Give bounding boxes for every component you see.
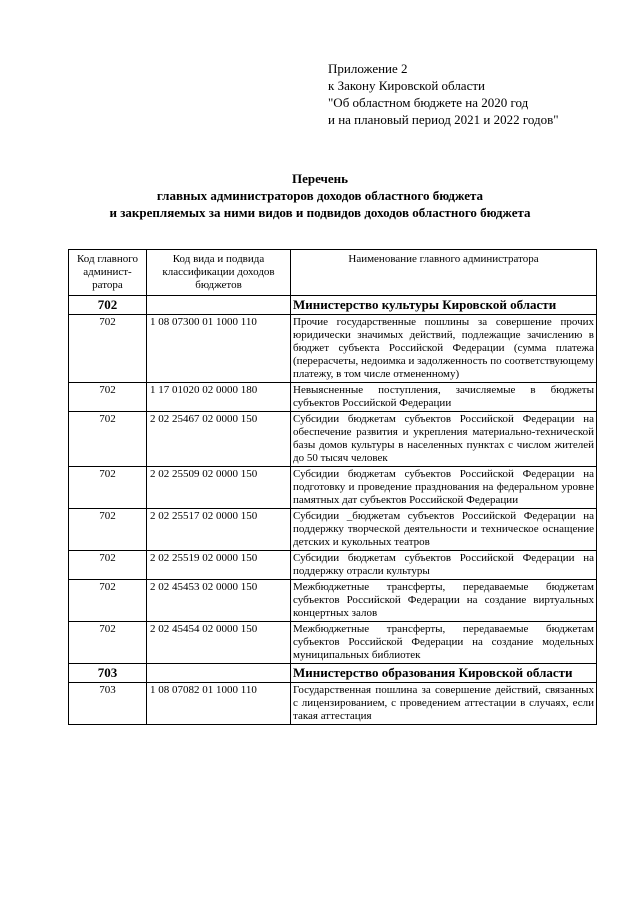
cell-name: Министерство образования Кировской области <box>291 664 597 683</box>
cell-admin-code: 702 <box>69 383 147 412</box>
table-row <box>69 622 597 664</box>
administrators-table <box>68 249 597 725</box>
cell-admin-code: 702 <box>69 412 147 467</box>
table-row <box>69 383 597 412</box>
table-row <box>69 580 597 622</box>
table-row <box>69 551 597 580</box>
appendix-line: к Закону Кировской области <box>328 78 485 93</box>
header-income-code: Код вида и подвида классификации доходов бюджетов <box>147 250 291 296</box>
cell-income-code: 2 02 25467 02 0000 150 <box>147 412 291 467</box>
title-line: главных администраторов доходов областного бюджета <box>156 188 484 203</box>
table-row <box>69 683 597 725</box>
title-line: Перечень <box>291 171 349 186</box>
table-row <box>69 412 597 467</box>
cell-name: Министерство культуры Кировской области <box>291 296 597 315</box>
administrator-row <box>69 296 597 315</box>
cell-admin-code: 702 <box>69 509 147 551</box>
header-admin-code: Код главного админист- ратора <box>69 250 147 296</box>
cell-admin-code: 702 <box>69 296 147 315</box>
cell-name: Невыясненные поступления, зачисляемые в бюджеты субъектов Российской Федерации <box>291 383 597 412</box>
title-line: и закрепляемых за ними видов и подвидов доходов областного бюджета <box>109 205 531 220</box>
cell-income-code <box>147 664 291 683</box>
cell-income-code: 1 08 07300 01 1000 110 <box>147 315 291 383</box>
table-body <box>69 296 597 725</box>
cell-name: Субсидии _бюджетам субъектов Российской Федерации на поддержку творческой деятельности и техническое оснащение детских и кукольных театров <box>291 509 597 551</box>
cell-name: Межбюджетные трансферты, передаваемые бюджетам субъектов Российской Федерации на создание виртуальных концертных залов <box>291 580 597 622</box>
table-header-row <box>69 250 597 296</box>
cell-name: Государственная пошлина за совершение действий, связанных с лицензированием, с проведением аттестации в случаях, если такая аттестация <box>291 683 597 725</box>
cell-admin-code: 702 <box>69 580 147 622</box>
cell-income-code: 2 02 25519 02 0000 150 <box>147 551 291 580</box>
cell-income-code: 2 02 25509 02 0000 150 <box>147 467 291 509</box>
cell-admin-code: 703 <box>69 683 147 725</box>
document-title <box>0 170 640 221</box>
cell-name: Межбюджетные трансферты, передаваемые бюджетам субъектов Российской Федерации на создание модельных муниципальных библиотек <box>291 622 597 664</box>
cell-admin-code: 703 <box>69 664 147 683</box>
cell-income-code: 1 08 07082 01 1000 110 <box>147 683 291 725</box>
table-row <box>69 315 597 383</box>
cell-income-code: 2 02 45454 02 0000 150 <box>147 622 291 664</box>
cell-admin-code: 702 <box>69 315 147 383</box>
administrator-row <box>69 664 597 683</box>
header-name: Наименование главного администратора <box>291 250 597 296</box>
appendix-block <box>328 60 559 128</box>
cell-admin-code: 702 <box>69 622 147 664</box>
appendix-line: Приложение 2 <box>328 61 408 76</box>
appendix-line: "Об областном бюджете на 2020 год <box>328 95 529 110</box>
cell-name: Прочие государственные пошлины за совершение прочих юридически значимых действий, подлежащие зачислению в бюджет субъекта Российской Федерации (сумма платежа (перерасчеты, недоимка и задолженность по соответствующему платежу, в том числе отмененному) <box>291 315 597 383</box>
cell-name: Субсидии бюджетам субъектов Российской Федерации на обеспечение развития и укрепления материально-технической базы домов культуры в населенных пунктах с числом жителей до 50 тысяч человек <box>291 412 597 467</box>
table-row <box>69 509 597 551</box>
cell-name: Субсидии бюджетам субъектов Российской Федерации на подготовку и проведение празднования на федеральном уровне памятных дат субъектов Российской Федерации <box>291 467 597 509</box>
cell-admin-code: 702 <box>69 551 147 580</box>
cell-income-code: 2 02 45453 02 0000 150 <box>147 580 291 622</box>
cell-income-code: 1 17 01020 02 0000 180 <box>147 383 291 412</box>
cell-income-code: 2 02 25517 02 0000 150 <box>147 509 291 551</box>
cell-name: Субсидии бюджетам субъектов Российской Федерации на поддержку отрасли культуры <box>291 551 597 580</box>
cell-income-code <box>147 296 291 315</box>
appendix-line: и на плановый период 2021 и 2022 годов" <box>328 112 559 127</box>
cell-admin-code: 702 <box>69 467 147 509</box>
table-row <box>69 467 597 509</box>
